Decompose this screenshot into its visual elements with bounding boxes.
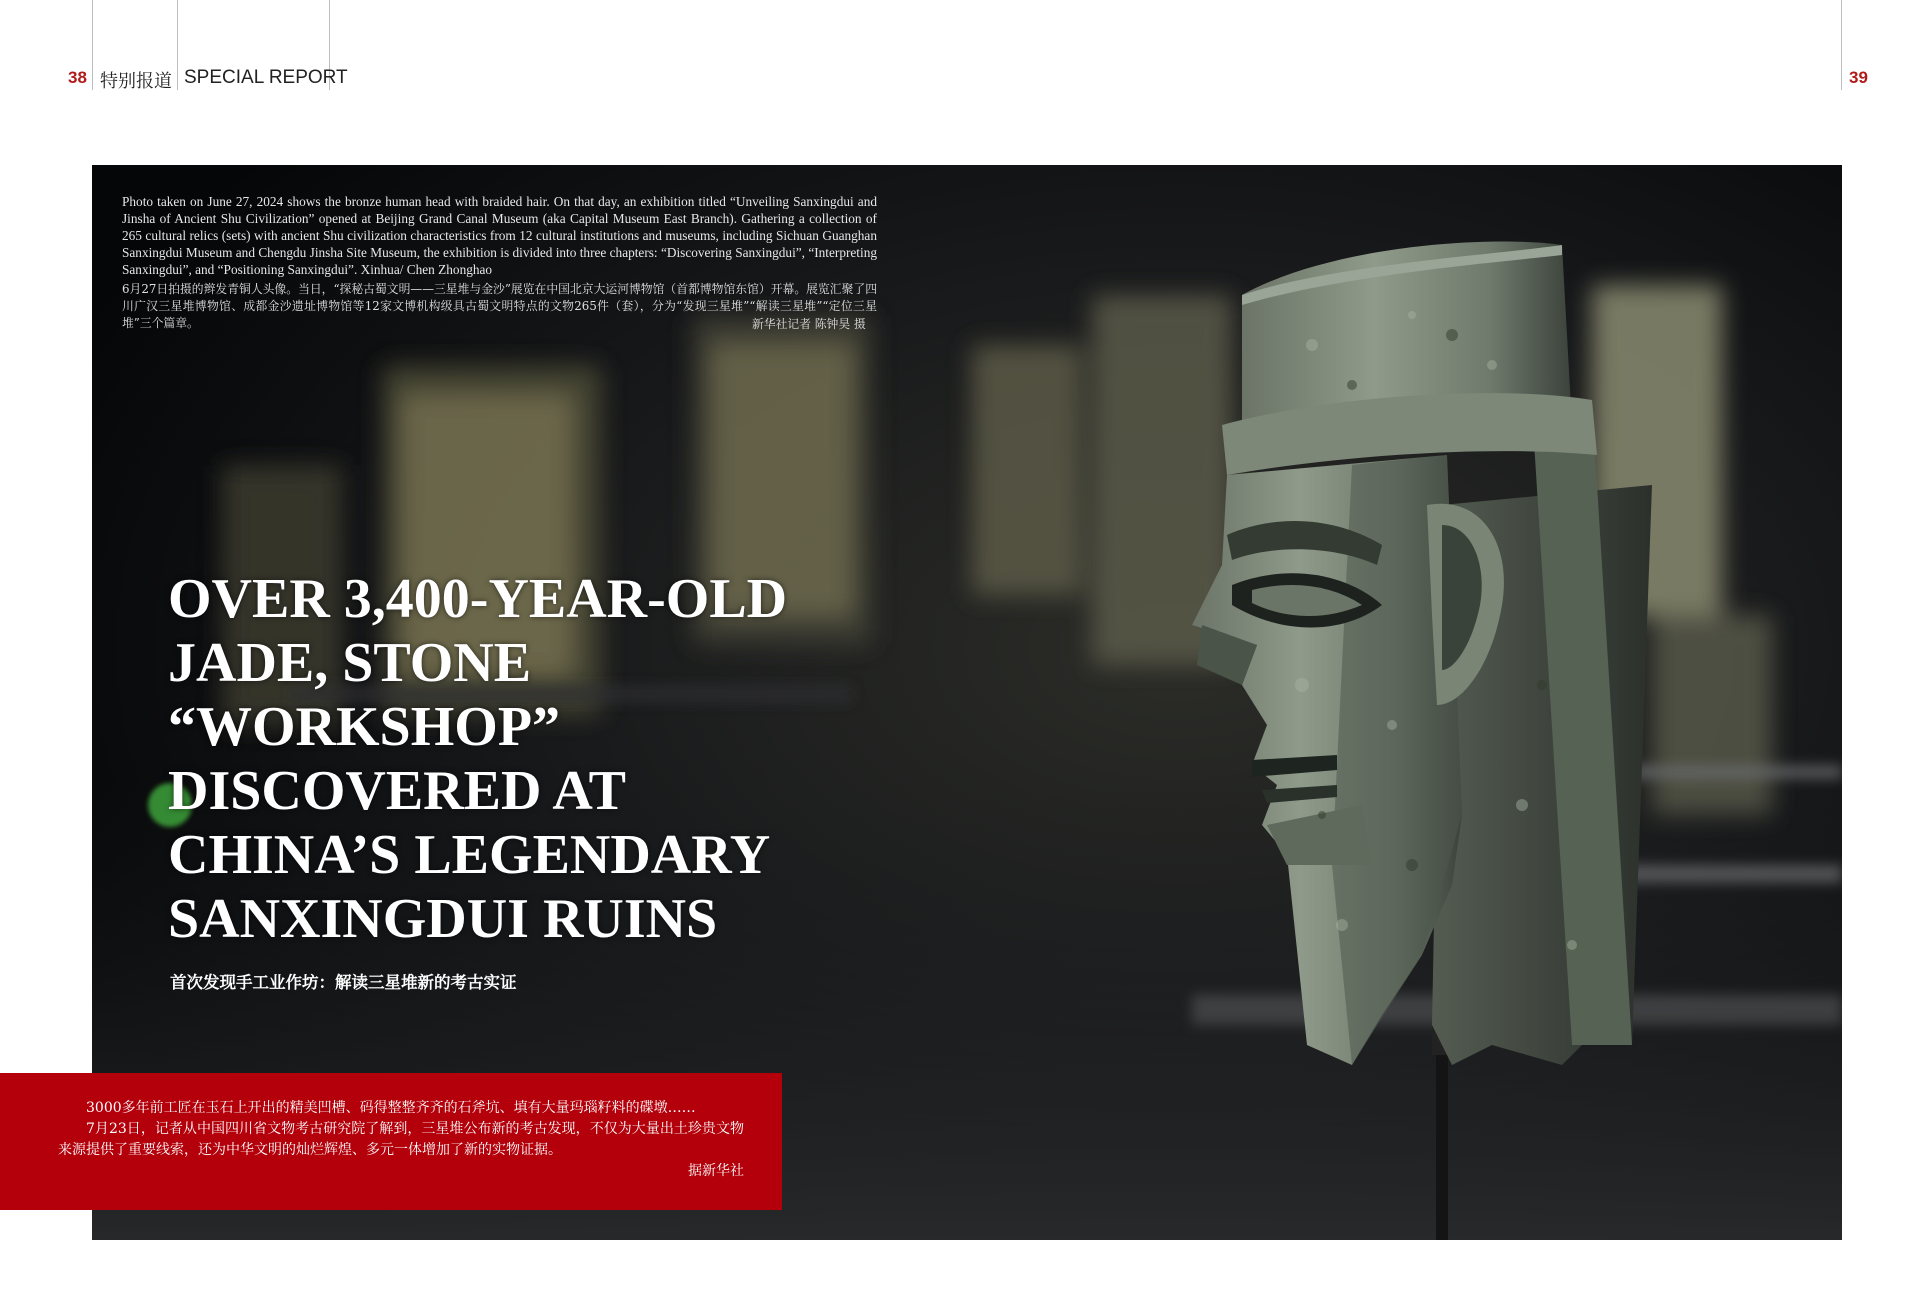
lead-credit: 据新华社 <box>688 1163 744 1179</box>
section-title-cn: 特别报道 <box>100 71 172 92</box>
lead-paragraph-1: 3000多年前工匠在玉石上开出的精美凹槽、码得整整齐齐的石斧坑、填有大量玛瑙籽料的碟墩…… <box>86 1100 696 1116</box>
header-divider-middle <box>177 0 178 90</box>
page-number-right: 39 <box>1849 68 1868 87</box>
lead-summary-box <box>0 1073 782 1210</box>
photo-caption-english: Photo taken on June 27, 2024 shows the bronze human head with braided hair. On that day, an exhibition titled “Unveiling Sanxingdui and Jinsha of Ancient Shu Civilization” opened at Beijing Grand Canal Museum (aka Capital Museum East Branch). Gathering a collection of 265 cultural relics (sets) with ancient Shu civilization characteristics from 12 cultural institutions and museums, including Sichuan Guanghan Sanxingdui Museum and Chengdu Jinsha Site Museum, the exhibition is divided into three chapters: “Discovering Sanxingdui”, “Interpreting Sanxingdui”, and “Positioning Sanxingdui”. Xinhua/ Chen Zhonghao <box>122 194 877 277</box>
photo-caption-credit: 新华社记者 陈钟昊 摄 <box>752 317 866 331</box>
header-divider-left <box>92 0 93 90</box>
header-divider-page39 <box>1841 0 1842 90</box>
lead-paragraph-2: 7月23日，记者从中国四川省文物考古研究院了解到，三星堆公布新的考古发现，不仅为大量出土珍贵文物来源提供了重要线索，还为中华文明的灿烂辉煌、多元一体增加了新的实物证据。 <box>58 1121 744 1158</box>
article-subtitle-cn: 首次发现手工业作坊：解读三星堆新的考古实证 <box>170 973 517 992</box>
lead-text <box>58 1098 744 1182</box>
page-number-left: 38 <box>68 68 87 87</box>
photo-caption-chinese: 6月27日拍摄的辫发青铜人头像。当日，“探秘古蜀文明——三星堆与金沙”展览在中国北京大运河博物馆（首都博物馆东馆）开幕。展览汇聚了四川广汉三星堆博物馆、成都金沙遗址博物馆等12家文博机构级具古蜀文明特点的文物265件（套），分为“发现三星堆”“解读三星堆”“定位三星堆”三个篇章。 <box>122 282 877 330</box>
article-headline: OVER 3,400-YEAR-OLD JADE, STONE “WORKSHOP” DISCOVERED AT CHINA’S LEGENDARY SANXINGDUI RUINS <box>168 568 788 950</box>
section-title-en: SPECIAL REPORT <box>184 67 348 88</box>
